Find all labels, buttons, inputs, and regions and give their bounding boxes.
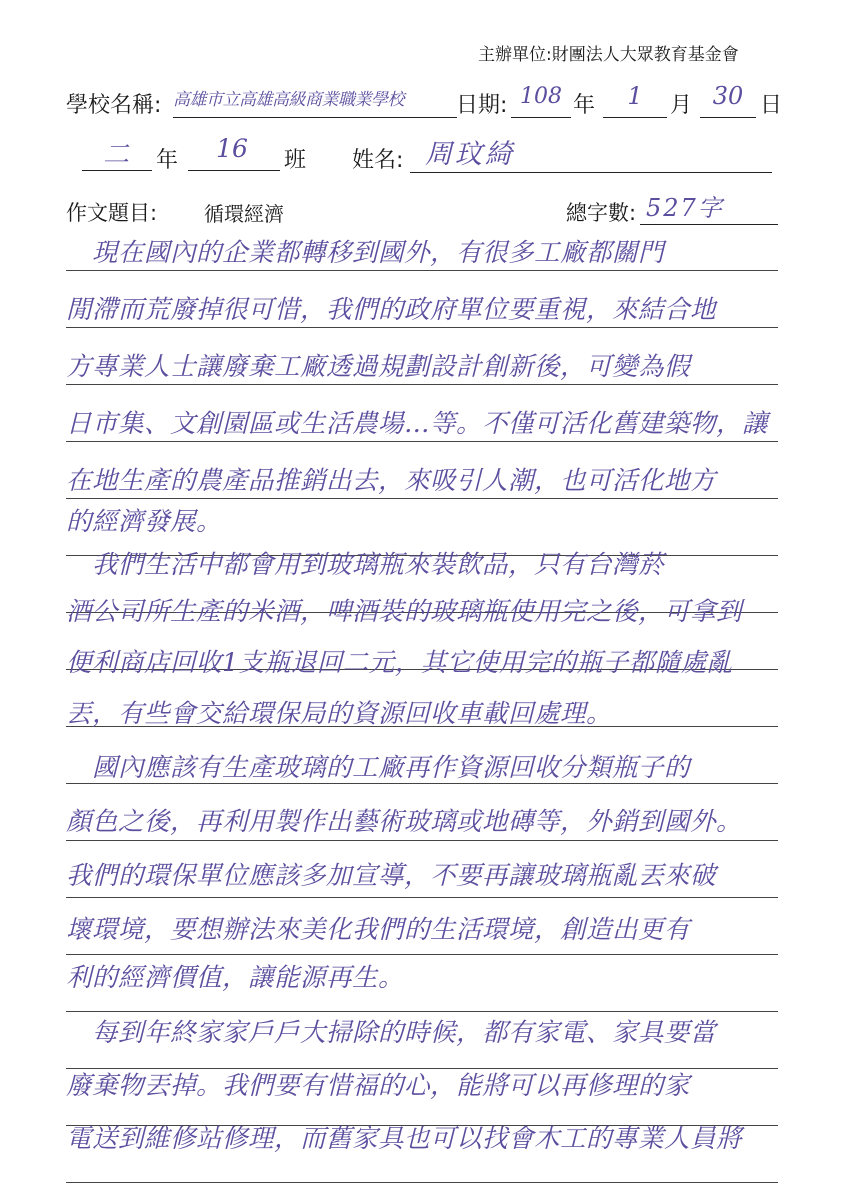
essay-line: 的經濟發展。 (66, 507, 223, 537)
essay-line: 我們生活中都會用到玻璃瓶來裝飲品，只有台灣菸 (66, 550, 665, 580)
class-value: 16 (216, 134, 248, 163)
date-year-value: 108 (520, 84, 562, 109)
word-count-underline (640, 224, 778, 225)
essay-line: 壞環境，要想辦法來美化我們的生活環境，創造出更有 (66, 915, 691, 945)
year-unit: 年 (573, 93, 596, 118)
essay-line: 日市集、文創園區或生活農場…等。不僅可活化舊建築物，讓 (66, 409, 769, 439)
essay-line: 在地生產的農產品推銷出去，來吸引人潮，也可活化地方 (66, 466, 717, 496)
school-name-value: 高雄市立高雄高級商業職業學校 (173, 90, 404, 110)
name-label: 姓名: (352, 148, 404, 173)
essay-line: 國內應該有生產玻璃的工廠再作資源回收分類瓶子的 (66, 753, 691, 783)
ruled-line (66, 897, 778, 898)
essay-line: 閒滯而荒廢掉很可惜，我們的政府單位要重視，來結合地 (66, 295, 717, 325)
name-underline (410, 172, 772, 173)
organizer-text: 主辦單位:財團法人大眾教育基金會 (478, 45, 739, 65)
word-count-value: 527字 (646, 194, 724, 222)
date-label: 日期: (456, 93, 508, 118)
month-unit: 月 (670, 93, 693, 118)
grade-value: 二 (102, 140, 129, 170)
day-unit: 日 (760, 93, 783, 118)
class-unit: 班 (284, 148, 307, 173)
ruled-line (66, 954, 778, 955)
word-count-label: 總字數: (566, 201, 637, 225)
essay-title-label: 作文題目: (66, 201, 158, 225)
essay-line: 廢棄物丟掉。我們要有惜福的心，能將可以再修理的家 (66, 1071, 691, 1101)
essay-line: 我們的環保單位應該多加宣導，不要再讓玻璃瓶亂丟來破 (66, 861, 717, 891)
essay-line: 利的經濟價值，讓能源再生。 (66, 963, 405, 993)
essay-title-value: 循環經濟 (204, 202, 284, 226)
ruled-line (66, 1182, 778, 1183)
essay-line: 現在國內的企業都轉移到國外，有很多工廠都關門 (66, 238, 665, 268)
date-month-underline (603, 117, 667, 118)
class-underline (188, 170, 280, 171)
name-value: 周玟綺 (425, 139, 515, 170)
school-underline (173, 117, 457, 118)
date-day-underline (700, 117, 756, 118)
school-label: 學校名稱: (66, 93, 162, 118)
date-day-value: 30 (712, 82, 744, 110)
ruled-line (66, 1011, 778, 1012)
essay-line: 便利商店回收1支瓶退回二元，其它使用完的瓶子都隨處亂 (66, 648, 733, 678)
essay-line: 顏色之後，再利用製作出藝術玻璃或地磚等，外銷到國外。 (66, 807, 743, 837)
essay-line: 電送到維修站修理，而舊家具也可以找會木工的專業人員將 (66, 1124, 743, 1154)
essay-line: 酒公司所生產的米酒，啤酒裝的玻璃瓶使用完之後，可拿到 (66, 597, 743, 627)
date-year-underline (511, 117, 571, 118)
essay-line: 每到年終家家戶戶大掃除的時候，都有家電、家具要當 (66, 1018, 717, 1048)
grade-unit: 年 (156, 148, 179, 173)
grade-underline (82, 170, 152, 171)
date-month-value: 1 (627, 82, 643, 110)
essay-line: 方專業人士讓廢棄工廠透過規劃設計創新後，可變為假 (66, 352, 691, 382)
essay-line: 丟，有些會交給環保局的資源回收車載回處理。 (66, 699, 613, 729)
